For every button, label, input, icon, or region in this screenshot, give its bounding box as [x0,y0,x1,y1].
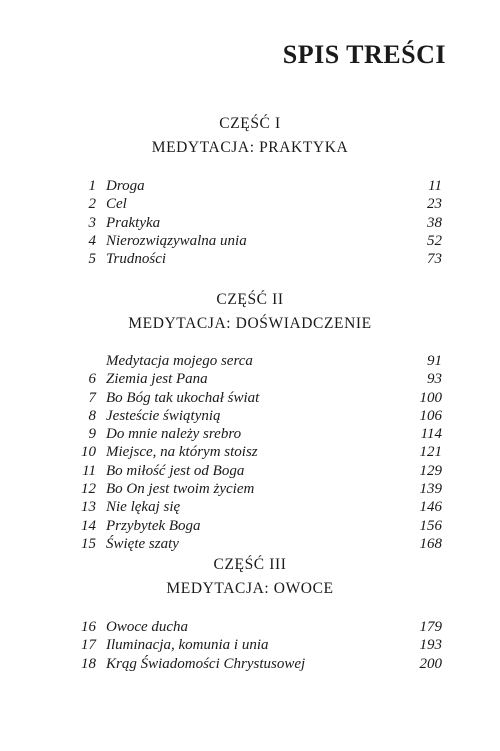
chapter-number: 18 [81,655,96,672]
chapter-title: Jesteście świątynią [106,407,221,424]
chapter-title: Bo Bóg tak ukochał świat [106,389,260,406]
page-number: 114 [420,426,442,443]
toc-list-part-3 [78,618,442,673]
page-number: 100 [419,389,442,406]
chapter-number: 15 [81,535,96,552]
toc-entry[interactable] [78,195,442,213]
page-number: 200 [419,655,442,672]
toc-entry[interactable] [78,177,442,195]
part-name: MEDYTACJA: PRAKTYKA [151,139,349,156]
chapter-title: Trudności [106,251,167,268]
page-title: SPIS TREŚCI [282,40,446,69]
toc-list-part-1 [78,177,442,268]
toc-entry[interactable] [78,517,442,535]
chapter-title: Bo On jest twoim życiem [106,481,255,498]
part-heading-3 [0,553,500,601]
chapter-number: 12 [81,481,96,498]
chapter-number: 14 [81,517,96,534]
chapter-number: 5 [88,251,96,268]
page-number: 121 [419,444,442,461]
chapter-title: Krąg Świadomości Chrystusowej [106,655,306,672]
chapter-number: 11 [82,462,96,479]
chapter-number: 4 [88,232,96,249]
toc-entry[interactable] [78,636,442,654]
chapter-title: Święte szaty [106,535,179,552]
toc-entry[interactable] [78,535,442,553]
chapter-number: 13 [81,499,96,516]
chapter-number: 7 [88,389,96,406]
part-number: CZĘŚĆ II [216,291,284,308]
page-number: 91 [427,353,442,369]
chapter-number: 16 [81,619,96,635]
chapter-title: Droga [106,178,145,194]
chapter-title: Iluminacja, komunia i unia [106,637,269,654]
toc-entry[interactable] [78,370,442,388]
part-heading-1 [0,112,500,160]
toc-entry[interactable] [78,618,442,636]
page-number: 193 [419,637,442,654]
page-number: 11 [428,178,442,194]
toc-entry[interactable] [78,462,442,480]
chapter-title: Nie lękaj się [106,499,181,516]
chapter-title: Medytacja mojego serca [106,353,253,369]
toc-entry[interactable] [78,352,442,370]
page-number: 156 [419,517,442,534]
toc-entry[interactable] [78,214,442,232]
part-number: CZĘŚĆ I [219,115,281,132]
chapter-title: Cel [106,196,127,213]
toc-entry[interactable] [78,250,442,268]
page-number: 52 [427,232,442,249]
chapter-title: Praktyka [106,214,161,231]
chapter-title: Przybytek Boga [106,517,201,534]
page-number: 106 [419,407,442,424]
chapter-title: Bo miłość jest od Boga [106,462,245,479]
toc-list-part-2 [78,352,442,553]
toc-entry[interactable] [78,443,442,461]
chapter-number: 1 [88,178,96,194]
chapter-number: 17 [81,637,96,654]
page-number: 73 [427,251,442,268]
page-number: 129 [419,462,442,479]
toc-entry[interactable] [78,480,442,498]
toc-entry[interactable] [78,407,442,425]
chapter-title: Miejsce, na którym stoisz [106,444,258,461]
toc-entry[interactable] [78,498,442,516]
chapter-number: 8 [88,407,96,424]
part-name: MEDYTACJA: DOŚWIADCZENIE [128,315,372,332]
chapter-title: Ziemia jest Pana [106,371,208,388]
chapter-number: 10 [81,444,96,461]
page-number: 93 [427,371,442,388]
page-number: 139 [419,481,442,498]
toc-entry[interactable] [78,425,442,443]
page-number: 38 [427,214,442,231]
page-number: 23 [427,196,442,213]
page-number: 179 [419,619,442,635]
chapter-title: Nierozwiązywalna unia [106,232,247,249]
page-number: 168 [419,535,442,552]
part-name: MEDYTACJA: OWOCE [166,580,334,597]
part-heading-2 [0,288,500,336]
toc-entry[interactable] [78,655,442,673]
toc-entry[interactable] [78,232,442,250]
chapter-title: Do mnie należy srebro [106,426,242,443]
chapter-title: Owoce ducha [106,619,189,635]
page-number: 146 [419,499,442,516]
toc-entry[interactable] [78,389,442,407]
chapter-number: 3 [88,214,96,231]
chapter-number: 9 [88,426,96,443]
chapter-number: 6 [88,371,96,388]
part-number: CZĘŚĆ III [213,556,287,573]
chapter-number: 2 [88,196,96,213]
